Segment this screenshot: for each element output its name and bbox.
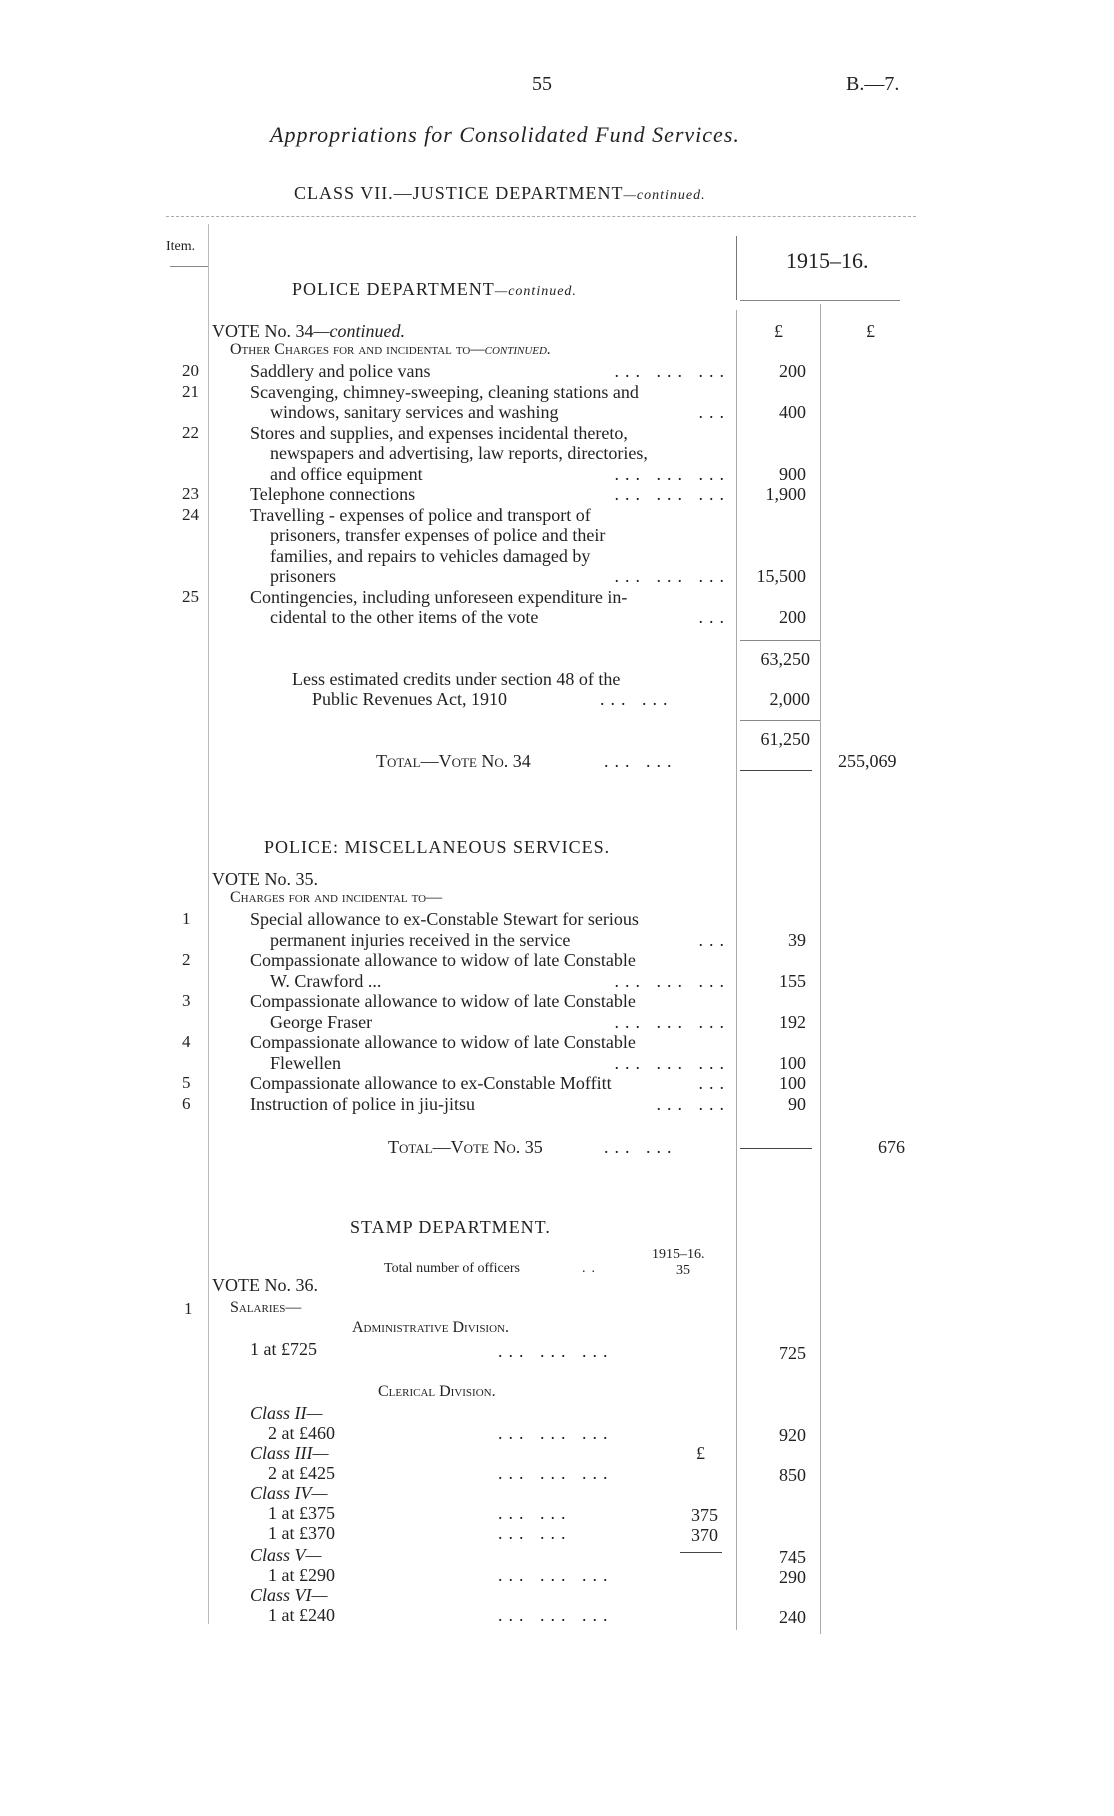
vote-34-continued: —continued. [313, 321, 405, 341]
class-iv-sum-rule [680, 1552, 722, 1553]
leader-dots: ... [698, 402, 730, 422]
leader-dots: ... ... [600, 689, 674, 709]
item-description-line: W. Crawford ... [270, 970, 382, 991]
vote-35-heading: VOTE No. 35. [212, 869, 318, 889]
item-description-line: Compassionate allowance to widow of late Constable [250, 950, 636, 970]
charges-heading-continued: —continued. [470, 341, 551, 358]
class-iv-sub-amount-2: 370 [691, 1525, 718, 1545]
class-iv-line-2: 1 at £370 [268, 1523, 335, 1543]
item-amount: 192 [779, 1011, 806, 1032]
item-description-line: prisoners, transfer expenses of police and their [270, 525, 606, 545]
class-iv-heading: Class IV— [250, 1483, 328, 1503]
police-department-heading [292, 280, 577, 299]
subtotal-amount: 63,250 [760, 649, 810, 669]
item-column-rule [208, 224, 209, 1624]
leader-dots: ... ... ... [614, 1011, 730, 1032]
item-description-line: Saddlery and police vans [250, 361, 431, 381]
class-iii-amount: 850 [779, 1465, 806, 1485]
item-amount: 400 [779, 402, 806, 422]
item-description-line: Special allowance to ex-Constable Stewart for serious [250, 909, 639, 929]
item-amount: 1,900 [765, 484, 806, 504]
net-rule [740, 720, 820, 721]
item-number: 1 [184, 1299, 193, 1318]
class-ii-amount: 920 [779, 1425, 806, 1445]
item-number: 4 [182, 1032, 191, 1051]
item-description-line: George Fraser [270, 1011, 373, 1032]
leader-dots: ... ... ... [498, 1565, 614, 1585]
less-credits-amount: 2,000 [769, 689, 810, 709]
net-underline [740, 770, 812, 771]
item-amount: 200 [779, 607, 806, 627]
item-amount: 100 [779, 1073, 806, 1093]
item-number: 6 [182, 1093, 191, 1113]
class-iii-line: 2 at £425 [268, 1463, 335, 1483]
leader-dots: ... ... ... [614, 484, 730, 504]
total-vote-35-amount: 676 [878, 1137, 905, 1157]
class-title-text: CLASS VII.—JUSTICE DEPARTMENT [294, 183, 624, 203]
item-description-line: windows, sanitary services and washing [270, 402, 559, 422]
leader-dots: ... ... [604, 751, 678, 771]
class-title-continued: —continued. [623, 188, 706, 203]
item-amount: 900 [779, 463, 806, 484]
item-description-line: Flewellen [270, 1052, 341, 1073]
total-vote-34-label: Total—Vote No. 34 [376, 751, 531, 771]
less-credits-line-1: Less estimated credits under section 48 of the [292, 669, 621, 689]
item-amount: 155 [779, 970, 806, 991]
leader-dots: .. [582, 1261, 601, 1276]
administrative-division-heading: Administrative Division. [352, 1319, 509, 1336]
vote-34-heading [212, 322, 405, 340]
item-description-line: newspapers and advertising, law reports, directories, [270, 443, 648, 463]
item-description-line: families, and repairs to vehicles damaged by [270, 545, 591, 566]
leader-dots: ... ... ... [498, 1605, 614, 1625]
leader-dots: ... ... [656, 1093, 730, 1114]
item-number: 23 [182, 484, 199, 503]
admin-amount: 725 [779, 1343, 806, 1363]
leader-dots: ... ... ... [614, 463, 730, 484]
leader-dots: ... ... ... [498, 1341, 614, 1361]
item-description-line: Compassionate allowance to widow of late Constable [250, 1032, 636, 1052]
item-amount: 39 [788, 929, 806, 950]
item-description-line: Scavenging, chimney-sweeping, cleaning stations and [250, 381, 639, 402]
leader-dots: ... ... [498, 1503, 572, 1523]
misc-services-heading: POLICE: MISCELLANEOUS SERVICES. [264, 837, 611, 857]
page-number: 55 [532, 73, 552, 95]
item-amount: 200 [779, 361, 806, 381]
item-description-line: Travelling - expenses of police and transport of [250, 504, 591, 525]
class-v-amount: 290 [779, 1567, 806, 1587]
item-number: 1 [182, 909, 191, 928]
subtotal-rule [740, 640, 820, 641]
stamp-department-heading: STAMP DEPARTMENT. [350, 1217, 551, 1237]
item-description-line: prisoners [270, 566, 336, 586]
item-description-line: Stores and supplies, and expenses incidental thereto, [250, 422, 628, 443]
item-description-line: Compassionate allowance to widow of late Constable [250, 991, 636, 1011]
leader-dots: ... ... ... [614, 361, 730, 381]
vote-34-label: VOTE No. 34 [212, 321, 314, 341]
officers-count: 35 [676, 1263, 690, 1278]
leader-dots: ... ... [498, 1523, 572, 1543]
item-description-line: Instruction of police in jiu-jitsu [250, 1093, 475, 1114]
item-number: 2 [182, 950, 191, 969]
net-amount: 61,250 [760, 729, 810, 749]
item-description-line: cidental to the other items of the vote [270, 607, 539, 627]
item-header-rule [170, 266, 208, 267]
police-heading-text: POLICE DEPARTMENT [292, 279, 495, 299]
class-ii-heading: Class II— [250, 1403, 323, 1423]
item-number: 3 [182, 991, 191, 1010]
item-number: 5 [182, 1073, 191, 1092]
admin-line: 1 at £725 [250, 1339, 317, 1359]
page-title: Appropriations for Consolidated Fund Services. [270, 122, 740, 147]
amount-column-rule [736, 310, 737, 1630]
class-v-heading: Class V— [250, 1545, 322, 1565]
item-amount: 100 [779, 1052, 806, 1073]
item-amount: 90 [788, 1093, 806, 1114]
item-description-line: Telephone connections [250, 484, 416, 504]
class-vi-amount: 240 [779, 1607, 806, 1627]
clerical-division-heading: Clerical Division. [378, 1383, 496, 1400]
class-vi-line: 1 at £240 [268, 1605, 335, 1625]
class-iv-line-1: 1 at £375 [268, 1503, 335, 1523]
leader-dots: ... [698, 1073, 730, 1093]
officers-year: 1915–16. [652, 1247, 705, 1262]
leader-dots: ... ... ... [614, 566, 730, 586]
leader-dots: ... ... ... [498, 1463, 614, 1483]
class-iv-sub-amount-1: 375 [691, 1505, 718, 1525]
item-amount: 15,500 [756, 566, 806, 586]
total-column-rule [820, 304, 821, 1634]
pound-sign: £ [866, 321, 875, 341]
item-number: 22 [182, 422, 199, 442]
item-number: 24 [182, 504, 199, 524]
item-description-line: and office equipment [270, 463, 423, 484]
year-header-rule [740, 300, 900, 301]
misc-total-rule [740, 1148, 812, 1149]
leader-dots: ... [698, 929, 730, 950]
class-vi-heading: Class VI— [250, 1585, 328, 1605]
leader-dots: ... ... [604, 1137, 678, 1157]
total-vote-34-amount: 255,069 [838, 751, 897, 771]
item-number: 21 [182, 381, 199, 401]
leader-dots: ... ... ... [614, 1052, 730, 1073]
officers-label: Total number of officers [384, 1261, 520, 1276]
leader-dots: ... ... ... [498, 1423, 614, 1443]
document-reference: B.—7. [846, 73, 900, 95]
item-number: 25 [182, 586, 199, 606]
pound-sign: £ [774, 321, 783, 341]
item-description-line: Contingencies, including unforeseen expenditure in- [250, 586, 628, 607]
class-ii-line: 2 at £460 [268, 1423, 335, 1443]
leader-dots: ... [698, 607, 730, 627]
header-rule [166, 216, 916, 217]
item-description-line: Compassionate allowance to ex-Constable Moffitt [250, 1073, 612, 1093]
class-title [294, 184, 706, 203]
less-credits-line-2: Public Revenues Act, 1910 [312, 689, 507, 709]
class-v-line: 1 at £290 [268, 1565, 335, 1585]
item-number: 20 [182, 361, 199, 380]
salaries-heading: Salaries— [230, 1299, 302, 1316]
charges-heading [230, 342, 551, 358]
charges-heading-text: Other Charges for and incidental to [230, 341, 471, 358]
total-vote-35-label: Total—Vote No. 35 [388, 1137, 543, 1157]
item-description-line: permanent injuries received in the service [270, 929, 571, 950]
police-heading-continued: —continued. [494, 284, 577, 299]
vote-36-heading: VOTE No. 36. [212, 1275, 318, 1295]
class-iv-amount: 745 [779, 1547, 806, 1567]
item-column-header: Item. [166, 239, 196, 254]
year-column-header: 1915–16. [786, 248, 869, 273]
year-header-left-rule [736, 236, 737, 300]
pound-sign: £ [696, 1443, 705, 1463]
class-iii-heading: Class III— [250, 1443, 329, 1463]
misc-charges-heading: Charges for and incidental to— [230, 889, 443, 906]
leader-dots: ... ... ... [614, 970, 730, 991]
